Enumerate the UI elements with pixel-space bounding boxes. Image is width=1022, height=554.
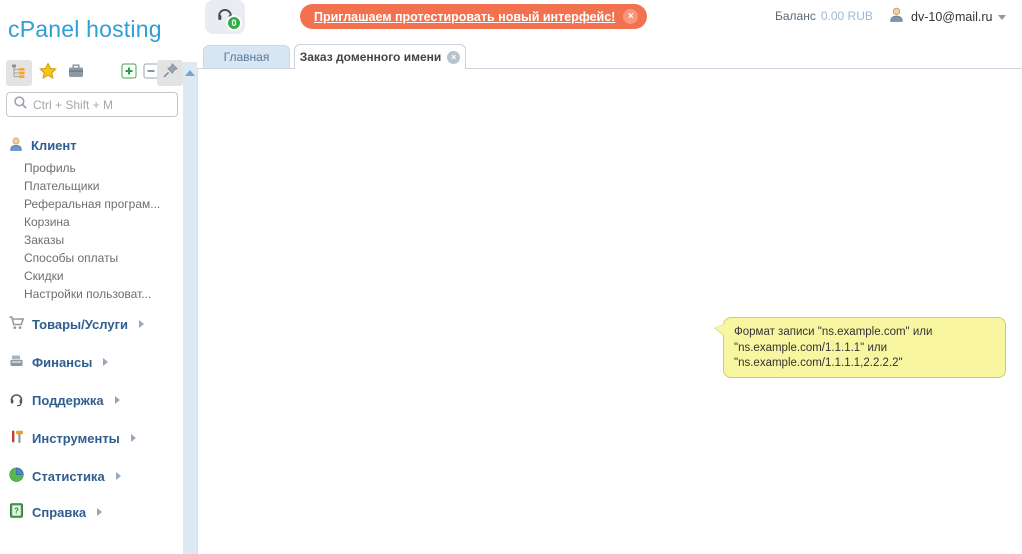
chevron-right-icon <box>103 358 108 366</box>
sidebar-section-client[interactable] <box>8 136 77 155</box>
sidebar-item-cart[interactable]: Корзина <box>24 215 70 229</box>
sidebar-section-support[interactable] <box>8 390 120 410</box>
format-tooltip <box>723 317 1006 378</box>
user-icon <box>888 6 905 28</box>
sidebar-item-user-settings[interactable]: Настройки пользоват... <box>24 287 152 301</box>
user-menu[interactable] <box>888 6 1006 28</box>
sidebar-section-label: Статистика <box>32 468 105 484</box>
support-quick-button[interactable] <box>205 0 245 34</box>
chevron-right-icon <box>139 320 144 328</box>
tab-label: Заказ доменного имени <box>299 50 442 64</box>
briefcase-icon <box>67 62 85 85</box>
chevron-right-icon <box>115 396 120 404</box>
pin-icon <box>162 62 179 84</box>
chevron-down-icon <box>998 15 1006 20</box>
cash-register-icon <box>8 352 25 372</box>
balance-value: 0.00 RUB <box>820 9 873 23</box>
sidebar-item-discounts[interactable]: Скидки <box>24 269 64 283</box>
headset-icon <box>8 390 25 410</box>
ticket-count-badge: 0 <box>226 15 242 31</box>
plus-icon <box>121 63 137 84</box>
sidebar-section-tools[interactable] <box>8 428 136 448</box>
tab-label: Главная <box>223 50 270 64</box>
help-book-icon <box>8 502 25 522</box>
sidebar-section-products[interactable] <box>8 314 144 334</box>
tab-home[interactable] <box>203 45 290 68</box>
tools-icon <box>8 428 25 448</box>
sidebar-section-label: Клиент <box>31 138 77 153</box>
chevron-right-icon <box>97 508 102 516</box>
favorites-button[interactable] <box>35 60 61 86</box>
quick-search <box>6 92 178 117</box>
tooltip-tail <box>715 324 725 336</box>
sidebar-item-profile[interactable]: Профиль <box>24 161 76 175</box>
sidebar-item-referral[interactable]: Реферальная програм... <box>24 197 161 211</box>
pie-chart-icon <box>8 466 25 486</box>
close-icon[interactable]: × <box>447 51 460 64</box>
sidebar-section-statistics[interactable] <box>8 466 121 486</box>
sidebar-section-label: Справка <box>32 504 87 520</box>
chevron-right-icon <box>116 472 121 480</box>
tree-icon <box>10 62 28 85</box>
pin-menu-button[interactable] <box>157 60 183 86</box>
sidebar-section-help[interactable] <box>8 502 102 522</box>
sidebar-section-label: Инструменты <box>32 430 120 446</box>
scroll-up-icon[interactable] <box>185 70 195 76</box>
user-icon <box>8 136 24 155</box>
content-panel <box>197 68 1022 554</box>
search-input[interactable] <box>33 98 163 112</box>
tooltip-line: "ns.example.com/1.1.1.1" или <box>734 341 888 354</box>
menu-tree-button[interactable] <box>6 60 32 86</box>
new-interface-banner[interactable] <box>300 4 647 29</box>
search-icon <box>13 95 28 115</box>
sidebar-toolbar <box>4 60 182 88</box>
svg-text:?: ? <box>14 506 19 516</box>
sidebar-item-payers[interactable]: Плательщики <box>24 179 100 193</box>
tab-domain-order[interactable] <box>294 44 466 69</box>
sidebar-item-payment-methods[interactable]: Способы оплаты <box>24 251 119 265</box>
tooltip-line: Формат записи "ns.example.com" или <box>734 326 933 338</box>
user-email: dv-10@mail.ru <box>911 10 993 24</box>
projects-button[interactable] <box>63 60 89 86</box>
banner-link[interactable]: Приглашаем протестировать новый интерфейс! <box>314 9 616 24</box>
brand-logo: cPanel hosting <box>8 16 162 42</box>
sidebar-section-finance[interactable] <box>8 352 108 372</box>
sidebar-section-label: Товары/Услуги <box>32 316 128 332</box>
tooltip-line: "ns.example.com/1.1.1.1,2.2.2.2" <box>734 357 903 369</box>
sidebar-section-label: Финансы <box>32 354 93 370</box>
sidebar-item-orders[interactable]: Заказы <box>24 233 65 247</box>
sidebar-section-label: Поддержка <box>32 392 104 408</box>
close-icon[interactable]: × <box>623 9 638 24</box>
cart-icon <box>8 314 25 334</box>
balance <box>775 9 873 23</box>
star-icon <box>39 62 57 85</box>
sidebar-collapse-strip[interactable] <box>183 62 197 554</box>
chevron-right-icon <box>131 434 136 442</box>
balance-label: Баланс <box>775 9 816 23</box>
